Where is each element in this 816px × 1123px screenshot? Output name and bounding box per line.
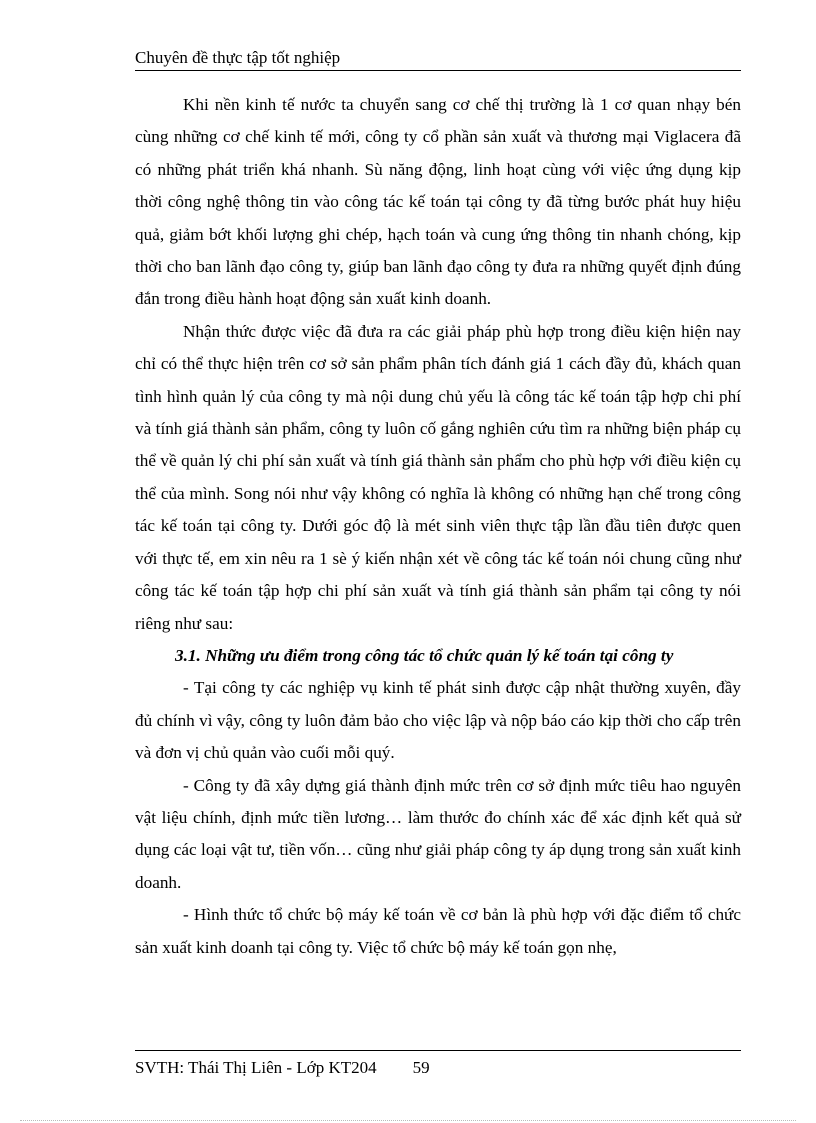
page-footer: [135, 1057, 430, 1079]
paragraph-awareness: Nhận thức được việc đã đưa ra các giải pháp phù hợp trong điều kiện hiện nay chỉ có thể thực hiện trên cơ sở sản phẩm phân tích đánh giá 1 cách đầy đủ, khách quan tình hình quản lý của công ty mà nội dung chủ yếu là công tác kế toán tập hợp chi phí và tính giá thành sản phẩm, công ty luôn cố gắng nghiên cứu tìm ra những biện pháp cụ thể về quản lý chi phí sản xuất và tính giá thành sản phẩm cho phù hợp với điều kiện cụ thể của mình. Song nói như vậy không có nghĩa là không có những hạn chế trong công tác kế toán tại công ty. Dưới góc độ là mét sinh viên thực tập lần đầu tiên được quen với thực tế, em xin nêu ra 1 sè ý kiến nhận xét về công tác kế toán nói chung cũng như công tác kế toán tập hợp chi phí sản xuất và tính giá thành sản phẩm tại công ty nói riêng như sau:: [135, 321, 741, 633]
paragraph-intro: Khi nền kinh tế nước ta chuyển sang cơ chế thị trường là 1 cơ quan nhạy bén cùng những cơ chế kinh tế mới, công ty cổ phần sản xuất và thương mại Viglacera đã có những phát triển khá nhanh. Sù năng động, linh hoạt cùng với việc ứng dụng kịp thời công nghệ thông tin vào công tác kế toán tại công ty đã từng bước phát huy hiệu quả, giảm bớt khối lượng ghi chép, hạch toán và cung ứng thông tin nhanh chóng, kịp thời cho ban lãnh đạo công ty, giúp ban lãnh đạo công ty đưa ra những quyết định đúng đắn trong điều hành hoạt động sản xuất kinh doanh.: [135, 95, 741, 309]
body-text: [135, 89, 741, 964]
page-boundary: [20, 1120, 796, 1121]
page-number: 59: [412, 1058, 430, 1077]
page-header: Chuyên đề thực tập tốt nghiệp: [135, 47, 741, 71]
section-heading: 3.1. Những ưu điểm trong công tác tổ chức quản lý kế toán tại công ty: [175, 645, 674, 665]
footer-author: SVTH: Thái Thị Liên - Lớp KT204: [135, 1058, 377, 1077]
list-item: - Công ty đã xây dựng giá thành định mức trên cơ sở định mức tiêu hao nguyên vật liệu chính, định mức tiền lương… làm thước đo chính xác để xác định kết quả sử dụng các loại vật tư, tiền vốn… cũng như giải pháp công ty áp dụng trong sản xuất kinh doanh.: [135, 775, 741, 892]
list-item: - Hình thức tổ chức bộ máy kế toán về cơ bản là phù hợp với đặc điểm tổ chức sản xuất kinh doanh tại công ty. Việc tổ chức bộ máy kế toán gọn nhẹ,: [135, 905, 741, 957]
footer-divider: [135, 1050, 741, 1051]
list-item: - Tại công ty các nghiệp vụ kinh tế phát sinh được cập nhật thường xuyên, đầy đủ chính vì vậy, công ty luôn đảm bảo cho việc lập và nộp báo cáo kịp thời cho cấp trên và đơn vị chủ quản vào cuối mỗi quý.: [135, 678, 741, 763]
